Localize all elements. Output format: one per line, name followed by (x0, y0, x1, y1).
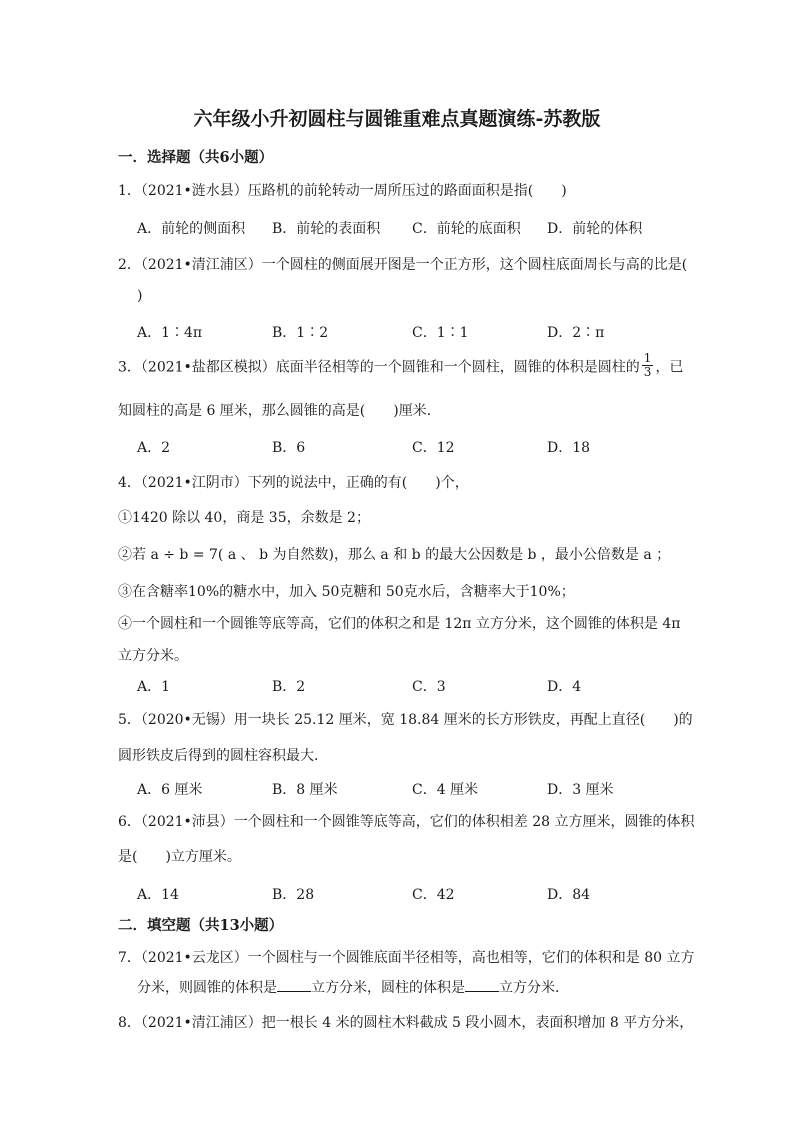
question-4-line-1: 4．（2021•江阴市）下列的说法中，正确的有( )个， (118, 475, 469, 491)
q7-text-a: 分米，则圆锥的体积是 (137, 980, 277, 996)
q7-text-b: 立方分米，圆柱的体积是 (311, 980, 465, 996)
q3-text-b: ，已 (655, 359, 684, 376)
page-title: 六年级小升初圆柱与圆锥重难点真题演练-苏教版 (193, 108, 601, 130)
q3-option-b: B．6 (272, 440, 306, 456)
q4-option-b: B．2 (272, 679, 306, 695)
fraction-one-third (642, 352, 654, 379)
q6-option-a: A．14 (137, 887, 179, 903)
q2-option-c: C．1∶1 (412, 325, 469, 341)
question-7-line-2 (137, 977, 569, 997)
q1-option-a: A．前轮的侧面积 (137, 221, 246, 237)
q1-option-d: D．前轮的体积 (547, 221, 643, 237)
q3-text-a: 3．（2021•盐都区模拟）底面半径相等的一个圆锥和一个圆柱，圆锥的体积是圆柱的 (118, 359, 640, 376)
question-7-line-1: 7．（2021•云龙区）一个圆柱与一个圆锥底面半径相等，高也相等，它们的体积和是 80 立方 (118, 950, 695, 966)
question-6-line-2: 是( )立方厘米。 (118, 849, 241, 865)
question-1: 1．（2021•涟水县）压路机的前轮转动一周所压过的路面面积是指( ) (118, 183, 567, 199)
answer-blank-2 (465, 979, 499, 992)
question-3-line-1 (118, 351, 684, 381)
q4-statement-4-line-2: 立方分米。 (118, 648, 188, 664)
q4-option-d: D．4 (547, 679, 582, 695)
q3-option-d: D．18 (547, 440, 591, 456)
q3-option-a: A．2 (137, 440, 171, 456)
q2-option-b: B．1∶2 (272, 325, 329, 341)
question-5-line-2: 圆形铁皮后得到的圆柱容积最大． (118, 748, 328, 764)
q1-option-b: B．前轮的表面积 (272, 221, 381, 237)
q7-text-c: 立方分米． (499, 980, 569, 996)
q2-option-a: A．1∶4π (137, 325, 203, 341)
q1-option-c: C．前轮的底面积 (412, 221, 521, 237)
q6-option-c: C．42 (412, 887, 455, 903)
q5-option-c: C．4 厘米 (412, 782, 479, 798)
q5-option-d: D．3 厘米 (547, 782, 614, 798)
q4-statement-2: ②若 a ÷ b = 7( a 、 b 为自然数)，那么 a 和 b 的最大公因数是 b ，最小公倍数是 a ； (118, 547, 671, 563)
q4-statement-1: ①1420 除以 40，商是 35，余数是 2； (118, 510, 370, 526)
q4-statement-4-line-1: ④一个圆柱和一个圆锥等底等高，它们的体积之和是 12π 立方分米，这个圆锥的体积是 4π (118, 616, 681, 632)
question-8-line-1: 8．（2021•清江浦区）把一根长 4 米的圆柱木料截成 5 段小圆木，表面积增加 8 平方分米， (118, 1015, 694, 1031)
q4-statement-3: ③在含糖率10%的糖水中，加入 50克糖和 50克水后，含糖率大于10%； (118, 584, 575, 600)
q4-option-a: A．1 (137, 679, 171, 695)
section-heading-fill-blank: 二．填空题（共13小题） (118, 917, 284, 934)
question-2-line-2: ) (137, 288, 143, 304)
q6-option-b: B．28 (272, 887, 315, 903)
fraction-denominator: 3 (643, 365, 652, 379)
q3-option-c: C．12 (412, 440, 455, 456)
q5-option-b: B．8 厘米 (272, 782, 338, 798)
question-3-line-2: 知圆柱的高是 6 厘米，那么圆锥的高是( )厘米． (118, 403, 441, 419)
q2-option-d: D．2∶π (547, 325, 605, 341)
q4-option-c: C．3 (412, 679, 446, 695)
fraction-numerator: 1 (643, 351, 652, 365)
section-heading-choice: 一．选择题（共6小题） (118, 149, 274, 166)
question-5-line-1: 5．（2020•无锡）用一块长 25.12 厘米，宽 18.84 厘米的长方形铁皮，再配上直径( )的 (118, 712, 693, 728)
q5-option-a: A．6 厘米 (137, 782, 203, 798)
q6-option-d: D．84 (547, 887, 591, 903)
question-6-line-1: 6．（2021•沛县）一个圆柱和一个圆锥等底等高，它们的体积相差 28 立方厘米，圆锥的体积 (118, 814, 695, 830)
question-2-line-1: 2．（2021•清江浦区）一个圆柱的侧面展开图是一个正方形，这个圆柱底面周长与高的比是( (118, 257, 688, 273)
answer-blank-1 (277, 979, 311, 992)
